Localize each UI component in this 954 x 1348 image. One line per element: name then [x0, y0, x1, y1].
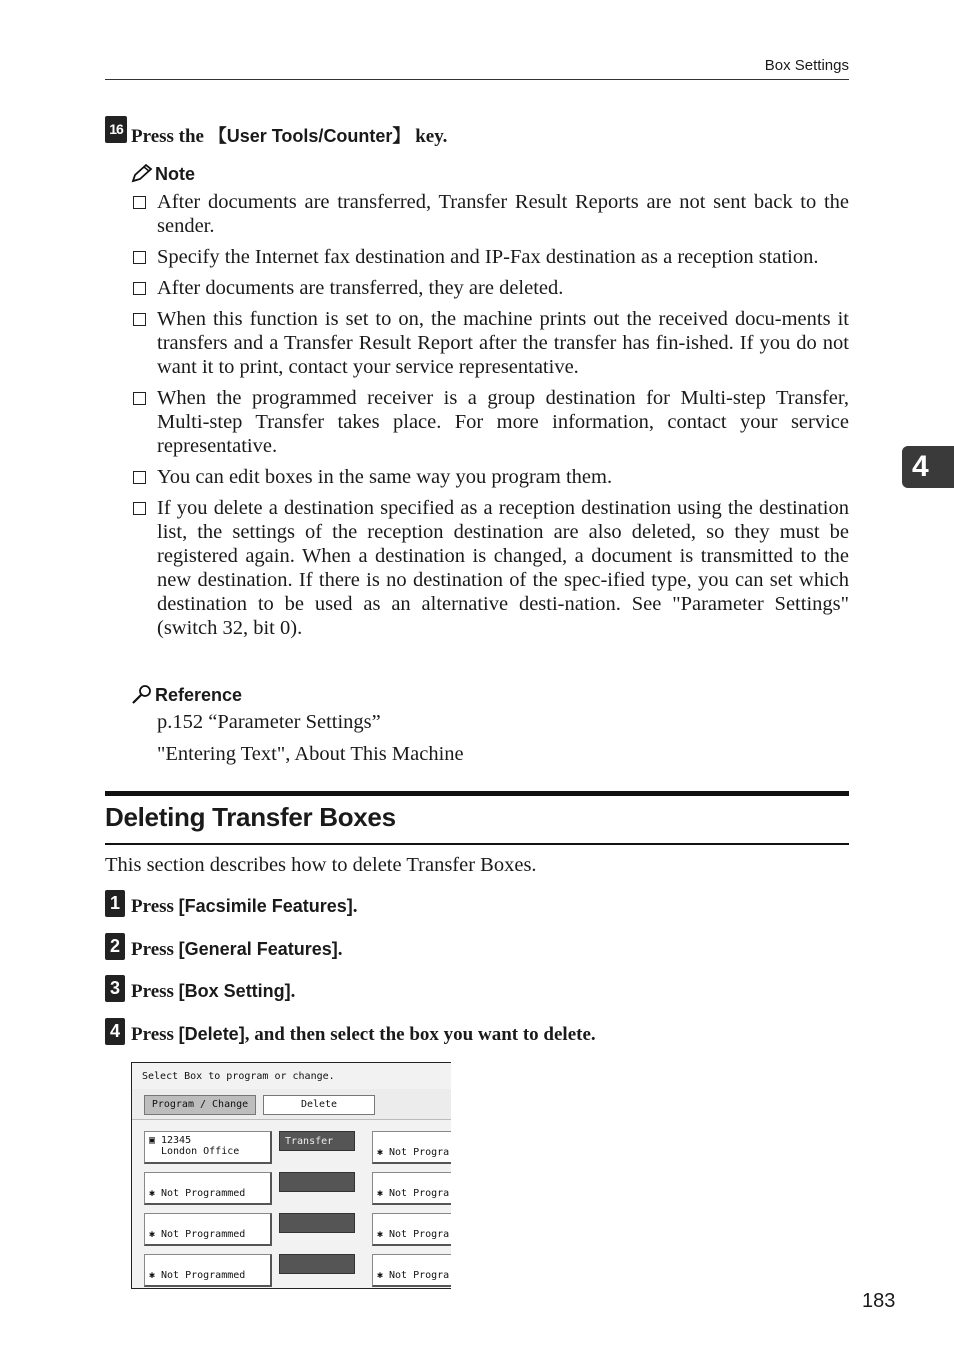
- note-item-text: When the programmed receiver is a group destination for Multi-step Transfer, Multi-step Transfer takes place. For more information, contact your service representative.: [157, 387, 849, 457]
- checkbox-bullet-icon: [133, 392, 146, 405]
- step-number-1: 1: [105, 890, 125, 917]
- note-item: [131, 190, 849, 238]
- box-slot-r4[interactable]: [372, 1254, 451, 1287]
- running-header-text: Box Settings: [764, 57, 849, 74]
- section-title: Deleting Transfer Boxes: [105, 802, 396, 832]
- step-number-2: 2: [105, 933, 125, 960]
- asterisk-icon: ✱: [377, 1147, 384, 1158]
- step-1-text: [131, 896, 358, 918]
- note-item-text: After documents are transferred, they are deleted.: [157, 277, 564, 299]
- step-2-suffix: .: [337, 939, 343, 960]
- section-rule-top: [105, 791, 849, 796]
- box-icon: ▣: [149, 1135, 156, 1146]
- pencil-icon: [131, 163, 153, 183]
- step-4-text: [131, 1024, 596, 1046]
- slot-label: Not Programmed: [161, 1229, 246, 1240]
- checkbox-bullet-icon: [133, 313, 146, 326]
- empty-tag: [279, 1172, 355, 1192]
- step-4-key: [Delete]: [178, 1024, 245, 1044]
- box-slot-r2[interactable]: [372, 1172, 451, 1205]
- transfer-tag: Transfer: [279, 1131, 355, 1151]
- note-item: [131, 465, 849, 489]
- box-slot-r1[interactable]: [372, 1131, 451, 1164]
- program-change-button[interactable]: Program / Change: [144, 1095, 256, 1115]
- chapter-tab: 4: [902, 446, 954, 488]
- step-16-prefix: Press the: [131, 126, 209, 147]
- empty-tag: [279, 1213, 355, 1233]
- step-1-key: [Facsimile Features]: [178, 896, 353, 916]
- asterisk-icon: ✱: [149, 1188, 156, 1199]
- step-16-suffix: key.: [410, 126, 448, 147]
- asterisk-icon: ✱: [377, 1188, 384, 1199]
- note-item-text: After documents are transferred, Transfer Result Reports are not sent back to the sender.: [157, 191, 849, 237]
- asterisk-icon: ✱: [377, 1270, 384, 1281]
- step-3-suffix: .: [290, 981, 296, 1002]
- slot-label: Not Programmed: [161, 1188, 246, 1199]
- asterisk-icon: ✱: [149, 1270, 156, 1281]
- note-item: [131, 276, 849, 300]
- box-slot-r3[interactable]: [372, 1213, 451, 1246]
- note-list: [131, 190, 849, 647]
- slot-label: Not Progra: [389, 1270, 450, 1281]
- step-2-key: [General Features]: [178, 939, 338, 959]
- section-rule-bottom: [105, 843, 849, 845]
- note-item-text: When this function is set to on, the machine prints out the received docu-ments it transfers and a Transfer Result Report after the transfer has fin-ished. If you do not want it to print, contact your service representative.: [157, 308, 849, 378]
- slot-label: Not Progra: [389, 1188, 450, 1199]
- step-number-4: 4: [105, 1018, 125, 1045]
- note-item-text: You can edit boxes in the same way you program them.: [157, 466, 613, 488]
- step-3-key: [Box Setting]: [178, 981, 291, 1001]
- empty-tag: [279, 1254, 355, 1274]
- running-header: [105, 57, 849, 80]
- box-slot-4[interactable]: [144, 1254, 272, 1287]
- panel-button-bar: [132, 1089, 451, 1120]
- delete-button[interactable]: Delete: [263, 1095, 375, 1115]
- magnifier-icon: [131, 684, 153, 704]
- slot-label: Not Progra: [389, 1229, 450, 1240]
- box-slot-3[interactable]: [144, 1213, 272, 1246]
- box-1-number: 12345: [161, 1135, 192, 1146]
- checkbox-bullet-icon: [133, 251, 146, 264]
- note-item-text: If you delete a destination specified as a reception destination using the destination list, the settings of the reception destination are also deleted, so they must be registered again. When a destination is changed, a document is transmitted to the new destination. If there is no destination of the spec-ified type, you can set which destination to be used as an alternative desti-nation. See "Parameter Settings" (switch 32, bit 0).: [157, 497, 849, 639]
- step-4-prefix: Press: [131, 1024, 179, 1045]
- step-4-suffix: , and then select the box you want to delete.: [244, 1024, 596, 1045]
- reference-line-2[interactable]: "Entering Text", About This Machine: [157, 743, 464, 765]
- note-item: [131, 386, 849, 458]
- note-heading: [131, 163, 195, 185]
- box-slot-2[interactable]: [144, 1172, 272, 1205]
- note-heading-text: Note: [155, 164, 195, 184]
- page-number: 183: [862, 1290, 896, 1312]
- note-item: [131, 245, 849, 269]
- step-1-suffix: .: [352, 896, 358, 917]
- panel-title: Select Box to program or change.: [142, 1071, 335, 1082]
- step-16-text: [131, 122, 447, 148]
- slot-label: Not Programmed: [161, 1270, 246, 1281]
- reference-heading-text: Reference: [155, 685, 243, 705]
- step-2-prefix: Press: [131, 939, 179, 960]
- note-item: [131, 307, 849, 379]
- reference-heading: [131, 684, 242, 706]
- step-3-prefix: Press: [131, 981, 179, 1002]
- checkbox-bullet-icon: [133, 502, 146, 515]
- step-2-text: [131, 939, 342, 961]
- section-intro: This section describes how to delete Transfer Boxes.: [105, 854, 537, 876]
- checkbox-bullet-icon: [133, 471, 146, 484]
- reference-line-1[interactable]: p.152 “Parameter Settings”: [157, 711, 381, 733]
- box-1-name: London Office: [161, 1146, 240, 1157]
- slot-label: Not Progra: [389, 1147, 450, 1158]
- box-slot-1[interactable]: [144, 1131, 272, 1164]
- control-panel-screenshot: [131, 1062, 451, 1289]
- step-1-prefix: Press: [131, 896, 179, 917]
- step-number-16: 16: [105, 116, 127, 143]
- note-item-text: Specify the Internet fax destination and IP-Fax destination as a reception station.: [157, 246, 819, 268]
- checkbox-bullet-icon: [133, 196, 146, 209]
- step-3-text: [131, 981, 295, 1003]
- step-number-3: 3: [105, 975, 125, 1002]
- step-16-key: 【User Tools/Counter】: [208, 126, 411, 146]
- checkbox-bullet-icon: [133, 282, 146, 295]
- note-item: [131, 496, 849, 640]
- asterisk-icon: ✱: [377, 1229, 384, 1240]
- asterisk-icon: ✱: [149, 1229, 156, 1240]
